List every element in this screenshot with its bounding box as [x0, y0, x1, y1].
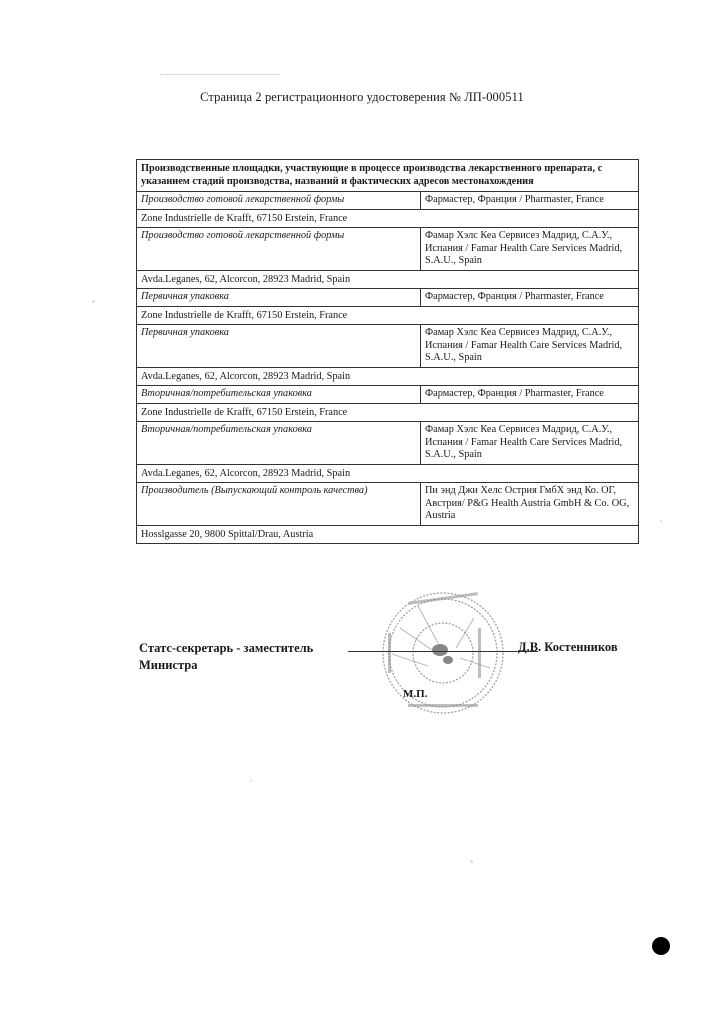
company-cell: Фамар Хэлс Кеа Сервисез Мадрид, С.А.У., Испания / Famar Health Care Services Madrid, S.A.U., Spain — [421, 422, 639, 465]
address-row — [137, 306, 639, 325]
signatory-position-line2: Министра — [139, 658, 198, 672]
table-heading-row — [137, 160, 639, 192]
company-cell: Фармастер, Франция / Pharmaster, France — [421, 192, 639, 210]
address-cell: Zone Industrielle de Krafft, 67150 Erstein, France — [137, 209, 639, 228]
stage-cell: Вторичная/потребительская упаковка — [137, 386, 421, 404]
table-row — [137, 483, 639, 526]
table-row — [137, 192, 639, 210]
company-cell: Фамар Хэлс Кеа Сервисез Мадрид, С.А.У., Испания / Famar Health Care Services Madrid, S.A.U., Spain — [421, 325, 639, 368]
address-cell: Zone Industrielle de Krafft, 67150 Erstein, France — [137, 403, 639, 422]
address-row — [137, 525, 639, 544]
signatory-position-line1: Статс-секретарь - заместитель — [139, 641, 314, 655]
stage-cell: Производитель (Выпускающий контроль качества) — [137, 483, 421, 526]
signature-line — [348, 651, 538, 652]
address-cell: Avda.Leganes, 62, Alcorcon, 28923 Madrid, Spain — [137, 270, 639, 289]
address-row — [137, 209, 639, 228]
stage-cell: Производство готовой лекарственной формы — [137, 228, 421, 271]
scan-artifact — [160, 74, 280, 79]
company-cell: Фамар Хэлс Кеа Сервисез Мадрид, С.А.У., Испания / Famar Health Care Services Madrid, S.A.U., Spain — [421, 228, 639, 271]
signatory-position — [139, 640, 313, 674]
table-row — [137, 422, 639, 465]
company-cell: Фармастер, Франция / Pharmaster, France — [421, 289, 639, 307]
address-cell: Hosslgasse 20, 9800 Spittal/Drau, Austria — [137, 525, 639, 544]
scan-speck — [470, 860, 473, 863]
company-cell: Пи энд Джи Хелс Острия ГмбХ энд Ко. ОГ, Австрия/ P&G Health Austria GmbH & Co. OG, Austria — [421, 483, 639, 526]
stamp-label: М.П. — [403, 688, 428, 700]
address-row — [137, 403, 639, 422]
signatory-name: Д.В. Костенников — [518, 640, 618, 654]
table-row — [137, 289, 639, 307]
page-header: Страница 2 регистрационного удостоверения № ЛП-000511 — [200, 90, 524, 104]
address-row — [137, 367, 639, 386]
stage-cell: Первичная упаковка — [137, 289, 421, 307]
table-row — [137, 386, 639, 404]
table-heading: Производственные площадки, участвующие в процессе производства лекарственного препарата, с указанием стадий производства, названий и фактических адресов местонахождения — [137, 160, 639, 192]
company-cell: Фармастер, Франция / Pharmaster, France — [421, 386, 639, 404]
stage-cell: Вторичная/потребительская упаковка — [137, 422, 421, 465]
table-row — [137, 228, 639, 271]
address-cell: Avda.Leganes, 62, Alcorcon, 28923 Madrid, Spain — [137, 367, 639, 386]
table-row — [137, 325, 639, 368]
address-cell: Zone Industrielle de Krafft, 67150 Erstein, France — [137, 306, 639, 325]
address-row — [137, 464, 639, 483]
address-cell: Avda.Leganes, 62, Alcorcon, 28923 Madrid, Spain — [137, 464, 639, 483]
stage-cell: Производство готовой лекарственной формы — [137, 192, 421, 210]
scan-speck — [660, 520, 662, 522]
address-row — [137, 270, 639, 289]
hole-punch-mark — [652, 937, 670, 955]
scan-speck — [92, 300, 95, 303]
stage-cell: Первичная упаковка — [137, 325, 421, 368]
production-sites-table — [136, 159, 639, 544]
scan-speck — [250, 780, 252, 782]
official-stamp — [378, 588, 508, 718]
